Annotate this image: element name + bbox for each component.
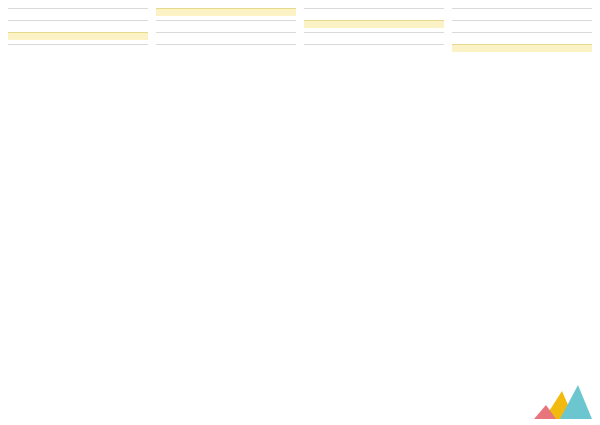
event-entry: [304, 20, 444, 28]
event-entry: [156, 8, 296, 16]
event-entry: [156, 44, 296, 52]
event-entry: [8, 20, 148, 28]
event-entry: [304, 32, 444, 40]
event-entry: [8, 44, 148, 52]
event-column: [156, 8, 296, 420]
event-column: [452, 8, 592, 420]
event-entry: [156, 32, 296, 40]
event-entry: [452, 20, 592, 28]
event-entry: [452, 8, 592, 16]
event-entry: [452, 32, 592, 40]
event-entry: [8, 32, 148, 40]
event-entry: [304, 8, 444, 16]
event-entry: [156, 20, 296, 28]
event-column: [304, 8, 444, 420]
columns: [8, 8, 592, 420]
colored-shapes-icon: [534, 379, 594, 419]
event-entry: [452, 44, 592, 52]
event-column: [8, 8, 148, 420]
event-entry: [304, 44, 444, 52]
event-entry: [8, 8, 148, 16]
